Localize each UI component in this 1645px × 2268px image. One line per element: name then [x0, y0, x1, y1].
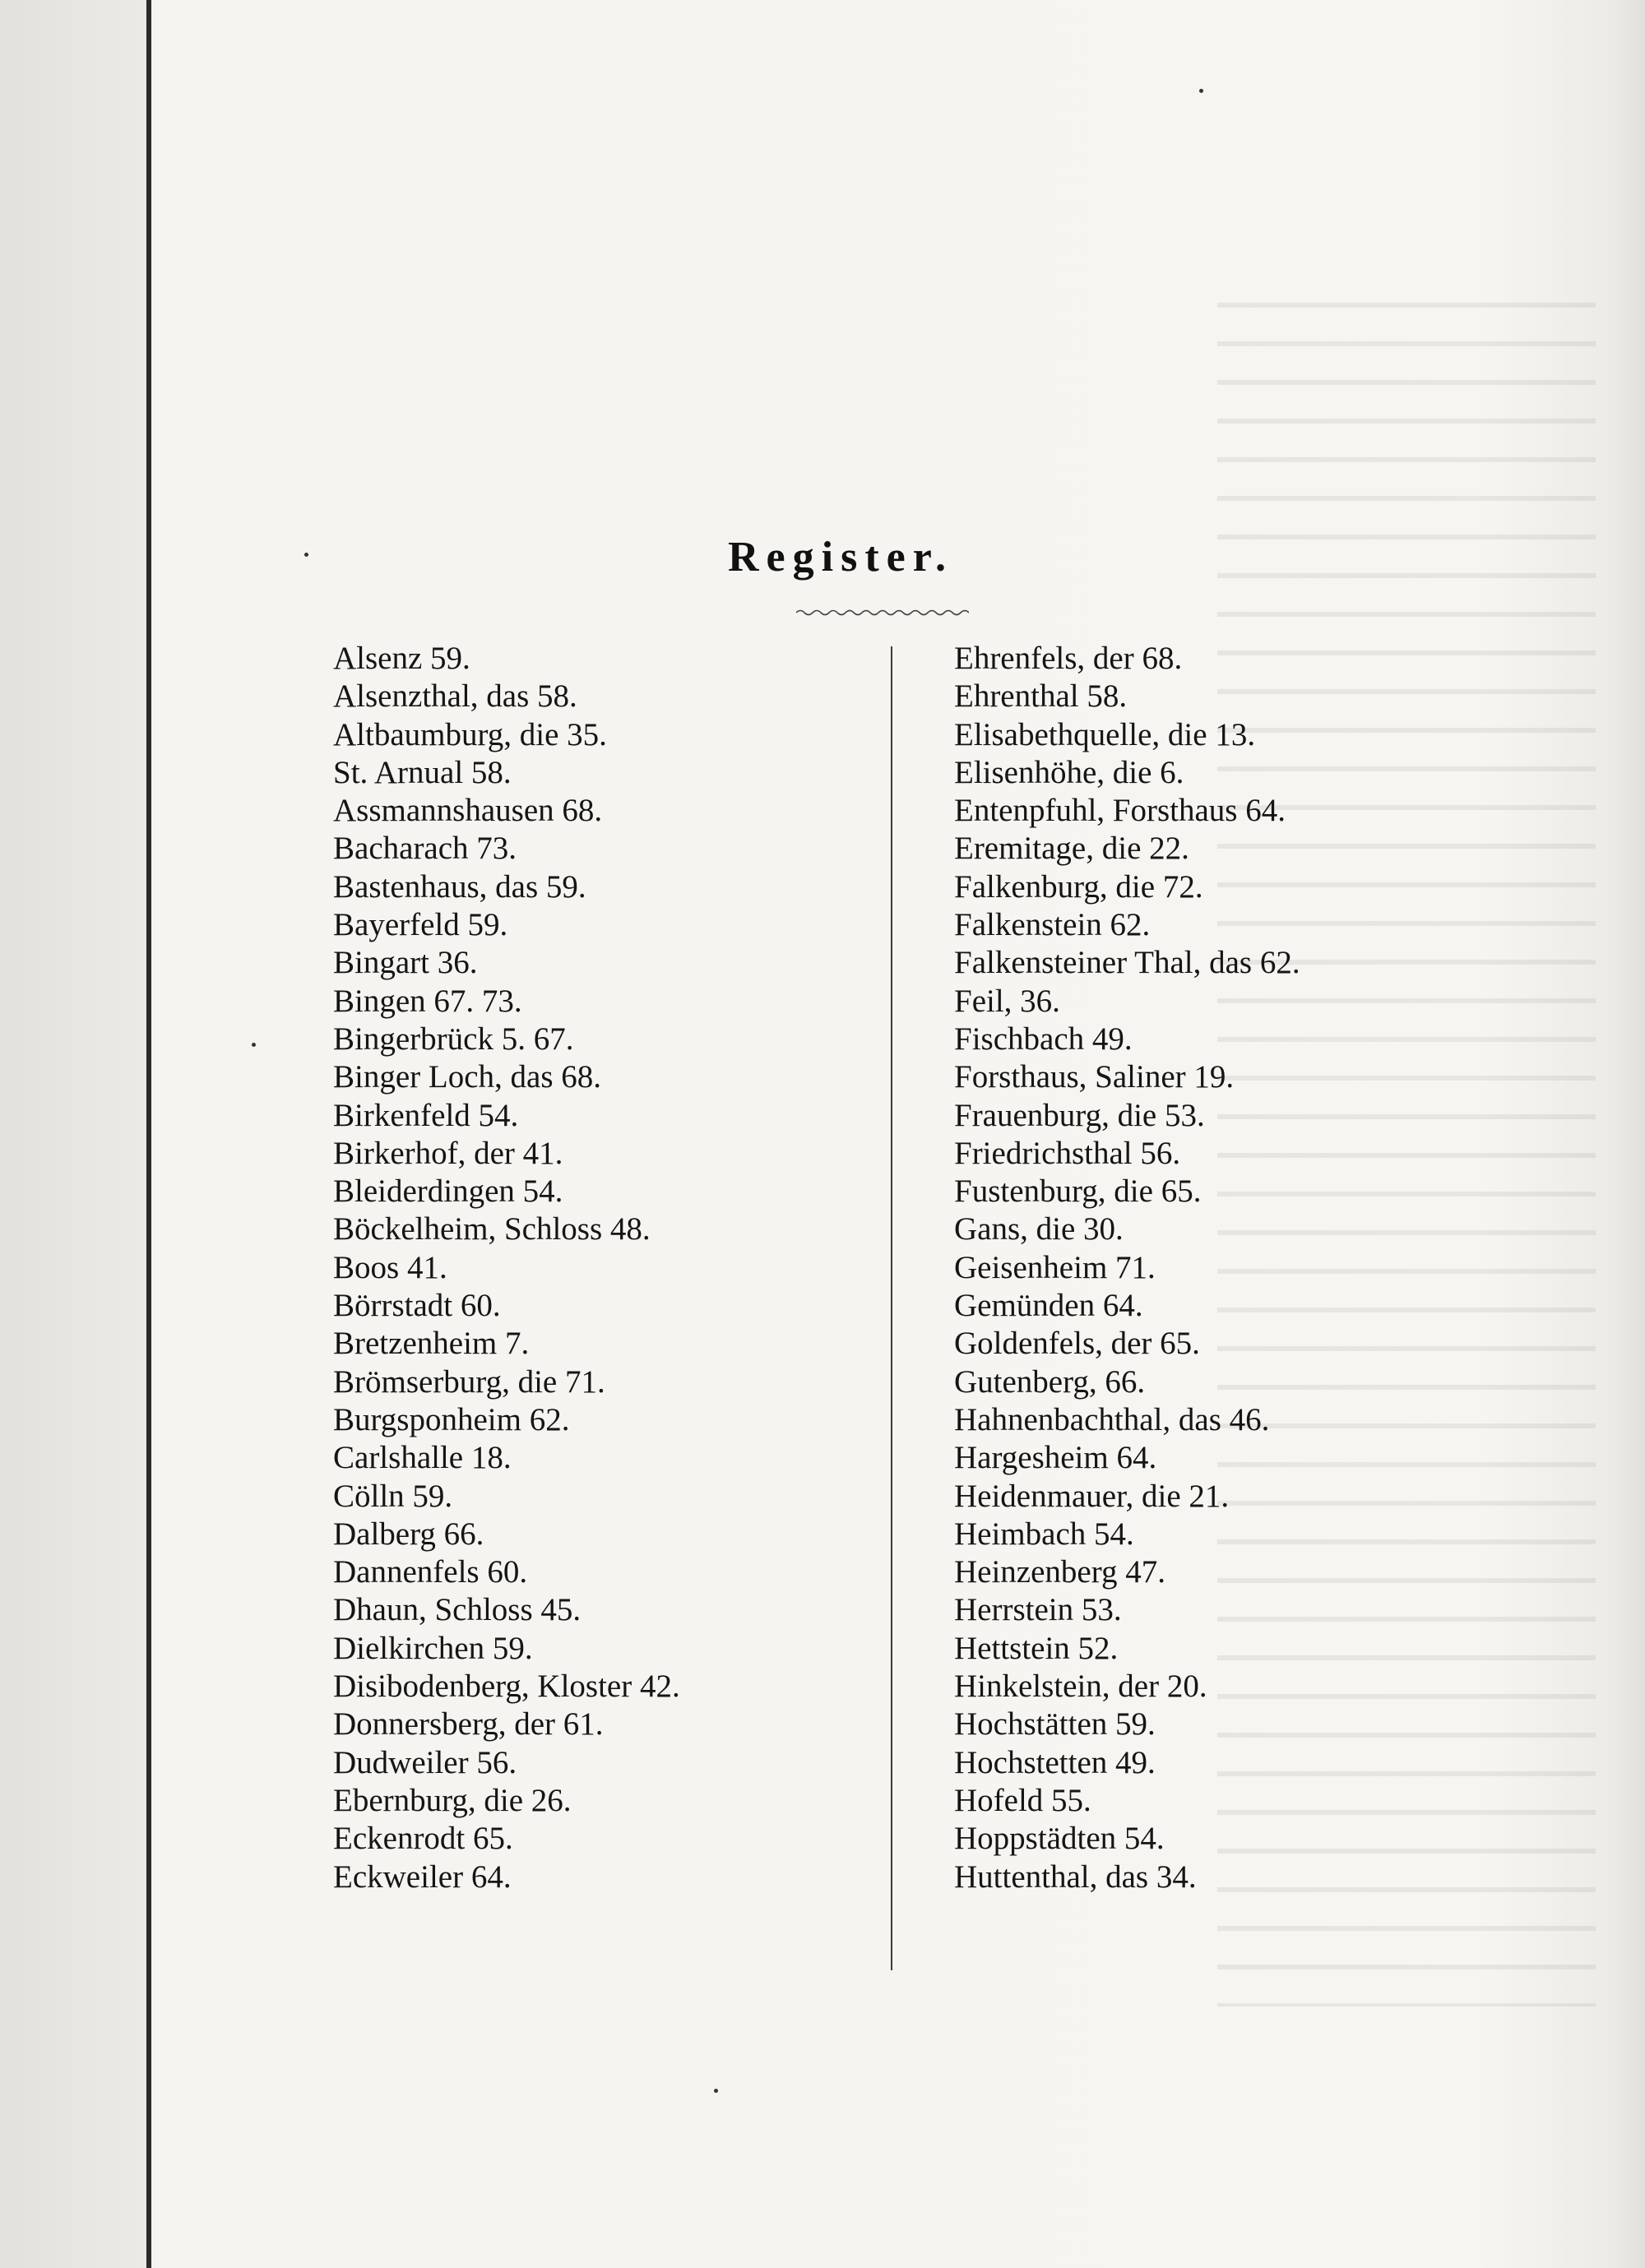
index-entry: Alsenz 59. [333, 641, 470, 676]
index-entry: Bingerbrück 5. 67. [333, 1021, 574, 1057]
index-entry: Burgsponheim 62. [333, 1401, 570, 1437]
index-entry: Bretzenheim 7. [333, 1326, 530, 1362]
index-entry: Bleiderdingen 54. [333, 1173, 563, 1210]
index-entry: Huttenthal, das 34. [954, 1858, 1197, 1895]
index-entry: Heimbach 54. [954, 1516, 1134, 1552]
index-entry: Eckweiler 64. [333, 1858, 512, 1895]
index-entry: Friedrichsthal 56. [954, 1135, 1181, 1171]
index-entry: Assmannshausen 68. [333, 793, 603, 829]
index-entry: Hahnenbachthal, das 46. [954, 1401, 1270, 1437]
index-entry: Ebernburg, die 26. [333, 1782, 572, 1818]
index-entry: Forsthaus, Saliner 19. [954, 1059, 1235, 1095]
index-entry: Hargesheim 64. [954, 1440, 1157, 1476]
index-entry: Binger Loch, das 68. [333, 1059, 602, 1095]
index-entry: Herrstein 53. [954, 1592, 1122, 1628]
facing-page-edge [0, 0, 146, 2268]
index-entry: Birkerhof, der 41. [333, 1135, 563, 1171]
index-entry: Elisenhöhe, die 6. [954, 754, 1184, 790]
index-column-right [954, 640, 1448, 1896]
index-entry: Fischbach 49. [954, 1021, 1133, 1057]
index-entry: Alsenzthal, das 58. [333, 678, 577, 715]
index-entry: Entenpfuhl, Forsthaus 64. [954, 793, 1286, 829]
index-entry: Hochstätten 59. [954, 1706, 1156, 1743]
index-entry: Eremitage, die 22. [954, 831, 1189, 867]
binding-edge [146, 0, 151, 2268]
index-entry: Cölln 59. [333, 1478, 453, 1514]
index-entry: Böckelheim, Schloss 48. [333, 1211, 651, 1247]
index-entry: Elisabethquelle, die 13. [954, 716, 1256, 752]
index-entry: Bingen 67. 73. [333, 983, 522, 1019]
index-entry: Hochstetten 49. [954, 1744, 1156, 1780]
index-entry: Falkensteiner Thal, das 62. [954, 945, 1300, 981]
ink-speck [714, 2089, 718, 2093]
index-entry: Falkenburg, die 72. [954, 868, 1203, 905]
index-entry: Donnersberg, der 61. [333, 1706, 604, 1743]
index-entry: Hinkelstein, der 20. [954, 1669, 1207, 1705]
index-entry: Bayerfeld 59. [333, 907, 508, 943]
index-column-left [333, 640, 860, 1896]
index-entry: Börrstadt 60. [333, 1288, 501, 1324]
column-divider [891, 646, 892, 1970]
index-entry: Disibodenberg, Kloster 42. [333, 1669, 680, 1705]
index-entry: St. Arnual 58. [333, 754, 512, 790]
index-entry: Hofeld 55. [954, 1782, 1091, 1818]
title-ornament-rule [796, 609, 969, 617]
index-entry: Gans, die 30. [954, 1211, 1124, 1247]
index-entry: Carlshalle 18. [333, 1440, 512, 1476]
index-entry: Eckenrodt 65. [333, 1821, 513, 1857]
index-entry: Gemünden 64. [954, 1288, 1143, 1324]
ink-speck [1199, 89, 1203, 93]
index-entry: Dannenfels 60. [333, 1554, 528, 1590]
index-entry: Gutenberg, 66. [954, 1363, 1146, 1400]
index-entry: Birkenfeld 54. [333, 1097, 519, 1133]
index-entry: Bingart 36. [333, 945, 478, 981]
index-entry: Frauenburg, die 53. [954, 1097, 1205, 1133]
index-entry: Goldenfels, der 65. [954, 1326, 1200, 1362]
index-entry: Dalberg 66. [333, 1516, 484, 1552]
index-entry: Dielkirchen 59. [333, 1630, 533, 1666]
index-entry: Heidenmauer, die 21. [954, 1478, 1230, 1514]
ink-speck [304, 553, 308, 557]
index-entry: Ehrenthal 58. [954, 678, 1128, 715]
index-entry: Dudweiler 56. [333, 1744, 517, 1780]
index-entry: Fustenburg, die 65. [954, 1173, 1202, 1210]
index-entry: Brömserburg, die 71. [333, 1363, 605, 1400]
index-entry: Feil, 36. [954, 983, 1060, 1019]
index-entry: Altbaumburg, die 35. [333, 716, 607, 752]
index-entry: Heinzenberg 47. [954, 1554, 1166, 1590]
index-entry: Hettstein 52. [954, 1630, 1119, 1666]
index-entry: Bastenhaus, das 59. [333, 868, 586, 905]
index-entry: Dhaun, Schloss 45. [333, 1592, 582, 1628]
index-entry: Bacharach 73. [333, 831, 517, 867]
index-entry: Hoppstädten 54. [954, 1821, 1165, 1857]
index-entry: Geisenheim 71. [954, 1249, 1156, 1285]
index-entry: Boos 41. [333, 1249, 447, 1285]
index-entry: Falkenstein 62. [954, 907, 1151, 943]
ink-speck [252, 1043, 256, 1047]
page-title: Register. [728, 534, 954, 581]
index-entry: Ehrenfels, der 68. [954, 641, 1183, 676]
